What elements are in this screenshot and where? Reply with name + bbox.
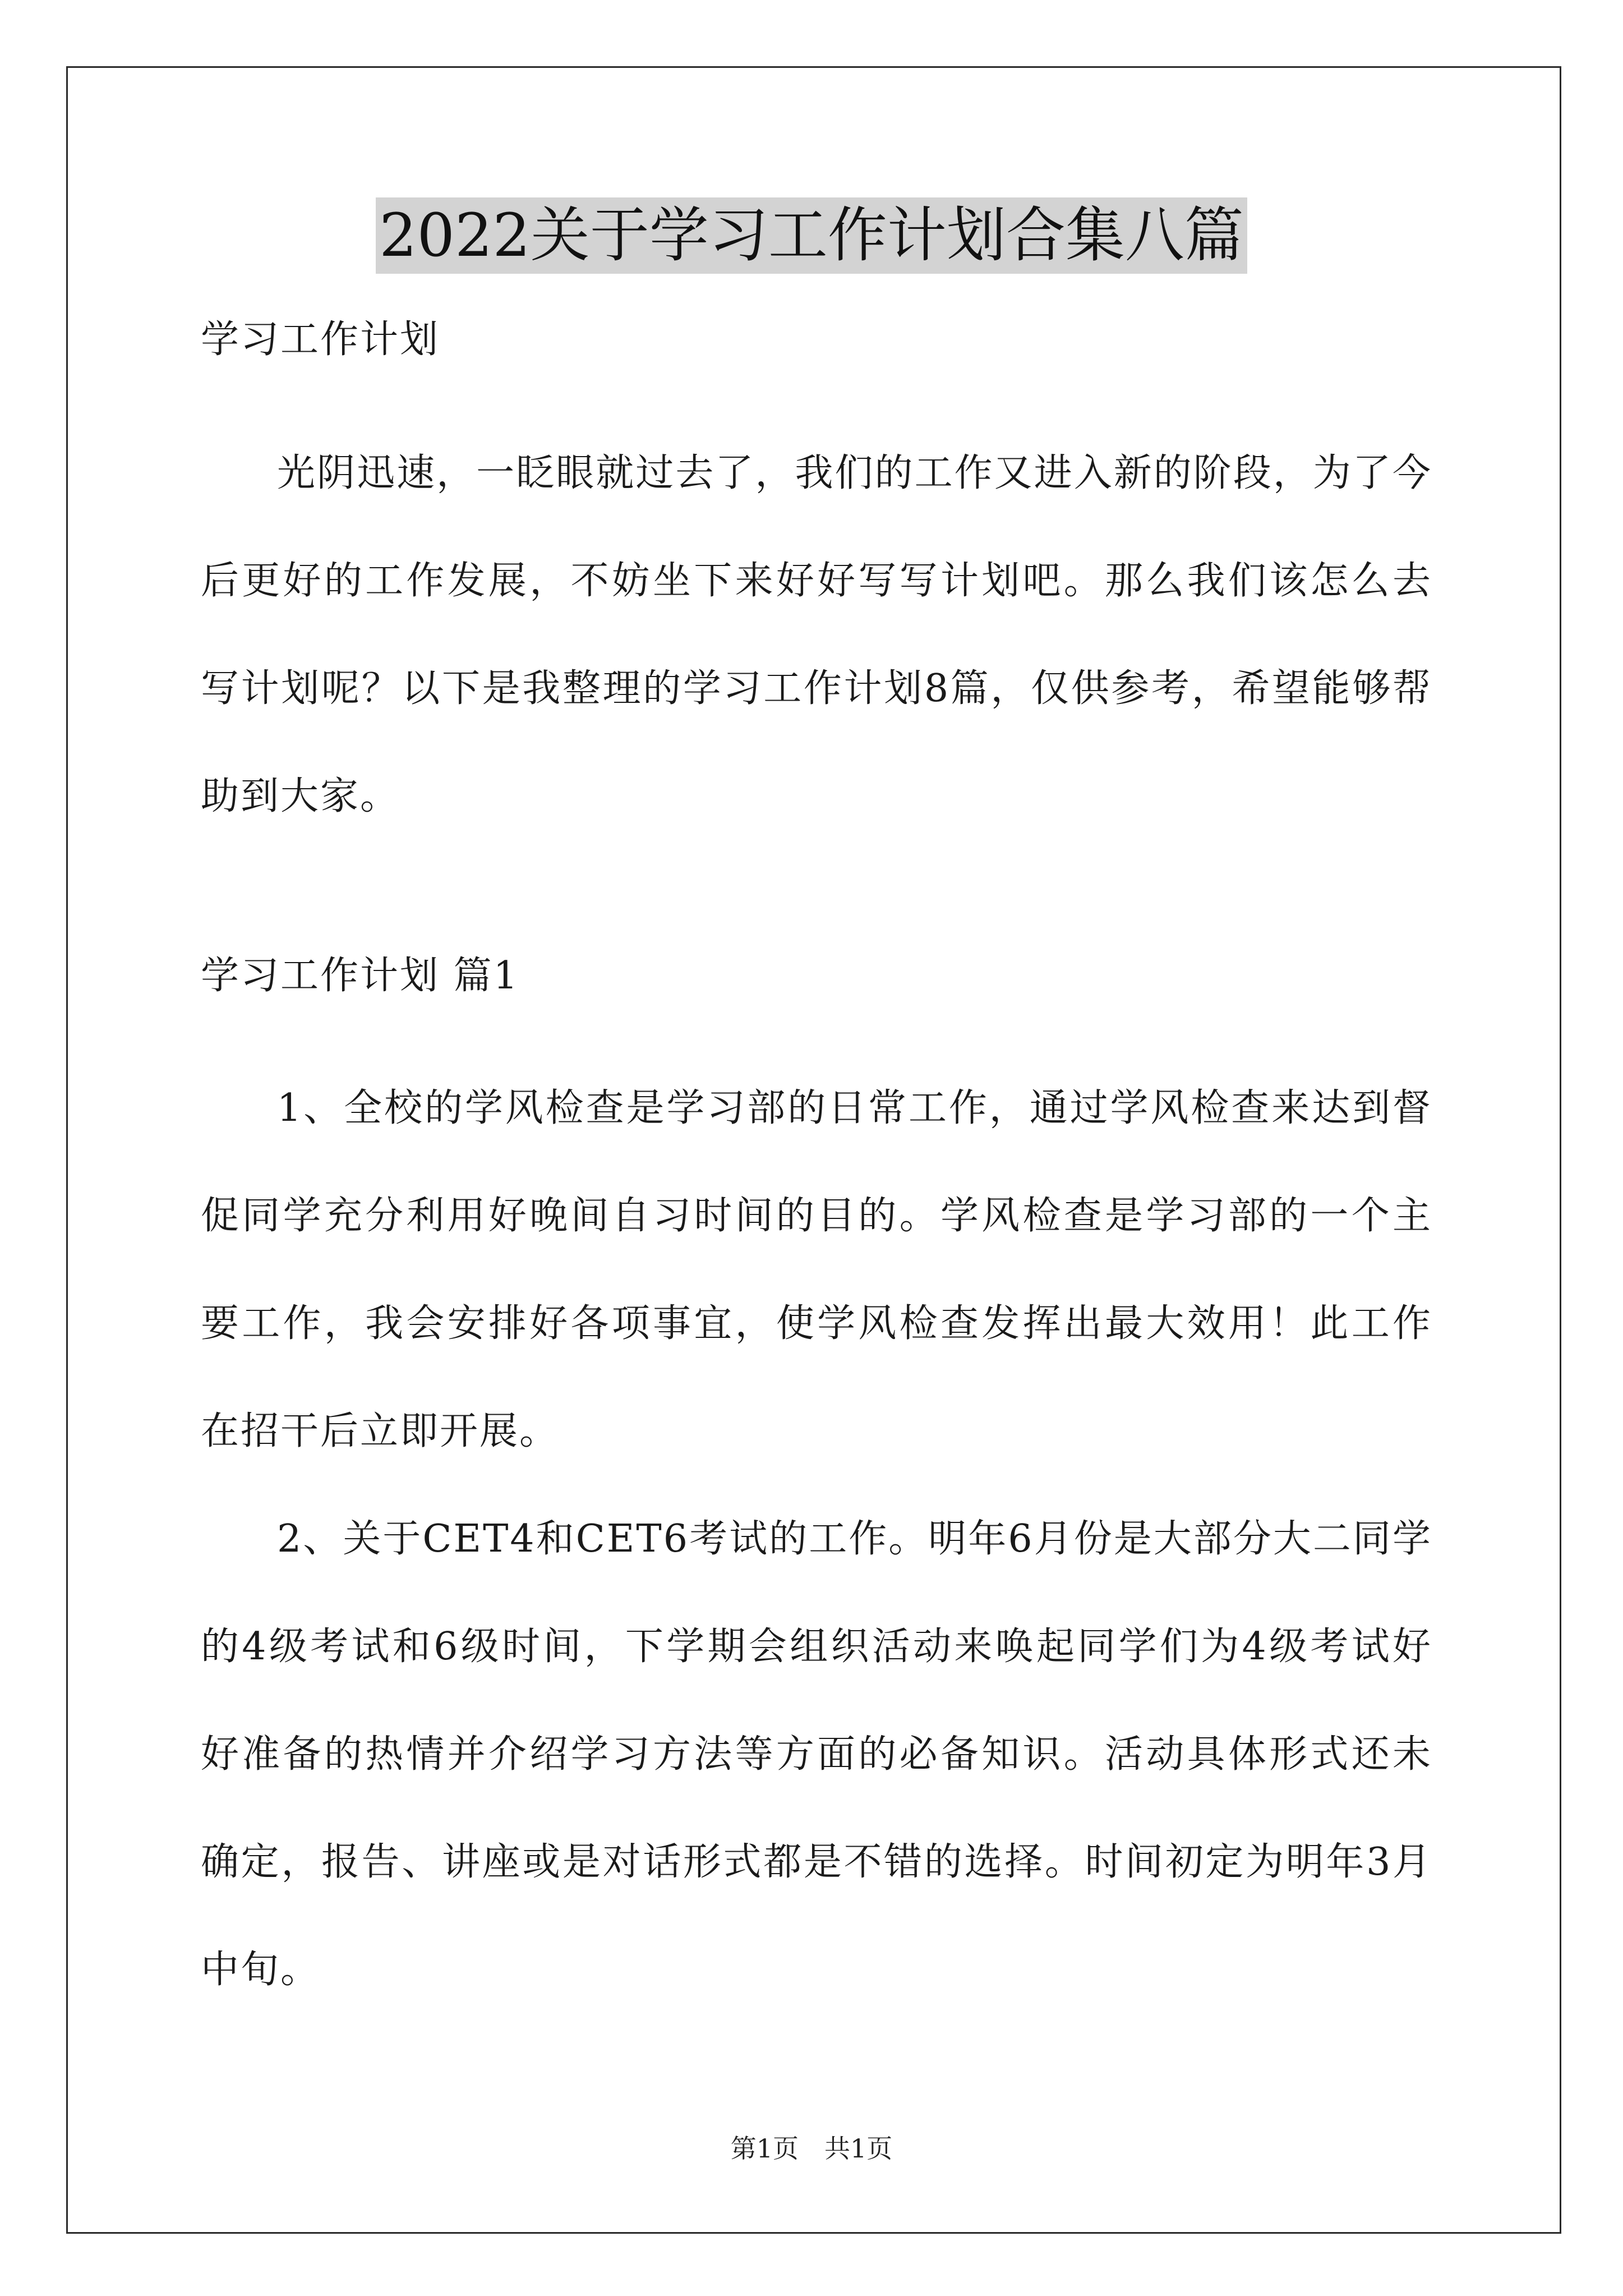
section-heading: 学习工作计划 篇1	[201, 954, 519, 998]
intro-heading: 学习工作计划	[201, 318, 440, 362]
body-paragraph: 2、关于CET4和CET6考试的工作。明年6月份是大部分大二同学的4级考试和6级时间，下学期会组织活动来唤起同学们为4级考试好好准备的热情并介绍学习方法等方面的必备知识。活动具体形式还未确定，报告、讲座或是对话形式都是不错的选择。时间初定为明年3月中旬。	[201, 1517, 1432, 1992]
intro-paragraph: 光阴迅速，一眨眼就过去了，我们的工作又进入新的阶段，为了今后更好的工作发展，不妨坐下来好好写写计划吧。那么我们该怎么去写计划呢？以下是我整理的学习工作计划8篇，仅供参考，希望能够帮助到大家。	[201, 451, 1432, 818]
page-footer: 第1页 共1页	[730, 2133, 893, 2164]
document-title: 2022关于学习工作计划合集八篇	[376, 197, 1247, 274]
document-body	[201, 314, 1432, 2024]
body-paragraph: 1、全校的学风检查是学习部的日常工作，通过学风检查来达到督促同学充分利用好晚间自习时间的目的。学风检查是学习部的一个主要工作，我会安排好各项事宜，使学风检查发挥出最大效用！此工作在招干后立即开展。	[201, 1086, 1432, 1453]
title-wrap	[0, 197, 1623, 274]
